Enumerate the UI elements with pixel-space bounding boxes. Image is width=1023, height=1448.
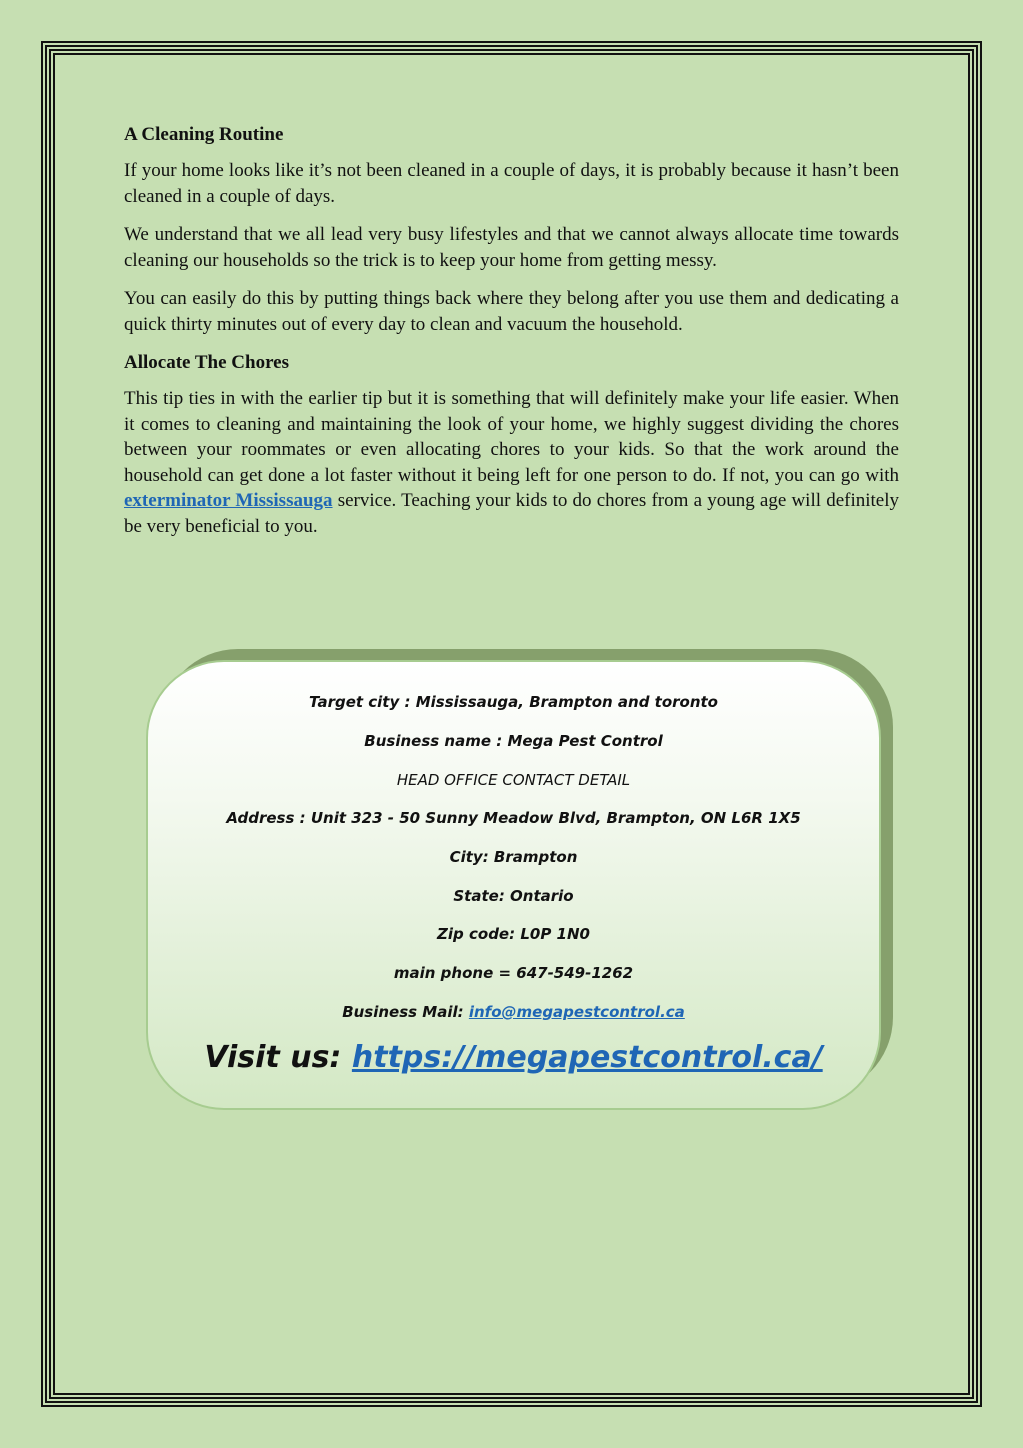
state: State: Ontario <box>453 887 574 905</box>
heading-cleaning-routine: A Cleaning Routine <box>124 124 284 145</box>
city: City: Brampton <box>449 848 578 866</box>
paragraph-4-text-start: This tip ties in with the earlier tip but it is something that will definitely make your life easier. When it comes to cleaning and maintaining the look of your home, we highly suggest dividing the chores between your roommates or even allocating chores to your kids. So that the work around the household can get done a lot faster without it being left for one person to do. If not, you can go with <box>124 388 899 486</box>
heading-allocate-chores: Allocate The Chores <box>124 352 290 373</box>
head-office-title: HEAD OFFICE CONTACT DETAIL <box>396 771 631 789</box>
main-phone: main phone = 647-549-1262 <box>393 964 634 982</box>
address: Address : Unit 323 - 50 Sunny Meadow Blvd, Brampton, ON L6R 1X5 <box>226 809 801 827</box>
paragraph-2: We understand that we all lead very busy lifestyles and that we cannot always allocate time towards cleaning our households so the trick is to keep your home from getting messy. <box>124 224 899 271</box>
website-link[interactable]: https://megapestcontrol.ca/ <box>351 1040 823 1075</box>
paragraph-1: If your home looks like it’s not been cleaned in a couple of days, it is probably because it hasn’t been cleaned in a couple of days. <box>124 160 899 207</box>
contact-card <box>146 660 881 1110</box>
business-mail <box>148 1002 879 1022</box>
visit-us <box>148 1038 879 1078</box>
paragraph-4 <box>124 386 899 539</box>
business-mail-label: Business Mail: <box>342 1003 469 1021</box>
email-link[interactable]: info@megapestcontrol.ca <box>468 1003 685 1021</box>
paragraph-4-text-end: service. Teaching your kids to do chores from a young age will definitely be very beneficial to you. <box>124 490 899 537</box>
visit-us-label: Visit us: <box>204 1040 352 1075</box>
target-city: Target city : Mississauga, Brampton and toronto <box>309 693 718 711</box>
exterminator-link[interactable]: exterminator Mississauga <box>124 490 333 511</box>
business-name: Business name : Mega Pest Control <box>364 732 663 750</box>
article <box>124 122 899 552</box>
paragraph-3: You can easily do this by putting things back where they belong after you use them and dedicating a quick thirty minutes out of every day to clean and vacuum the household. <box>124 288 899 335</box>
zip-code: Zip code: L0P 1N0 <box>437 925 590 943</box>
